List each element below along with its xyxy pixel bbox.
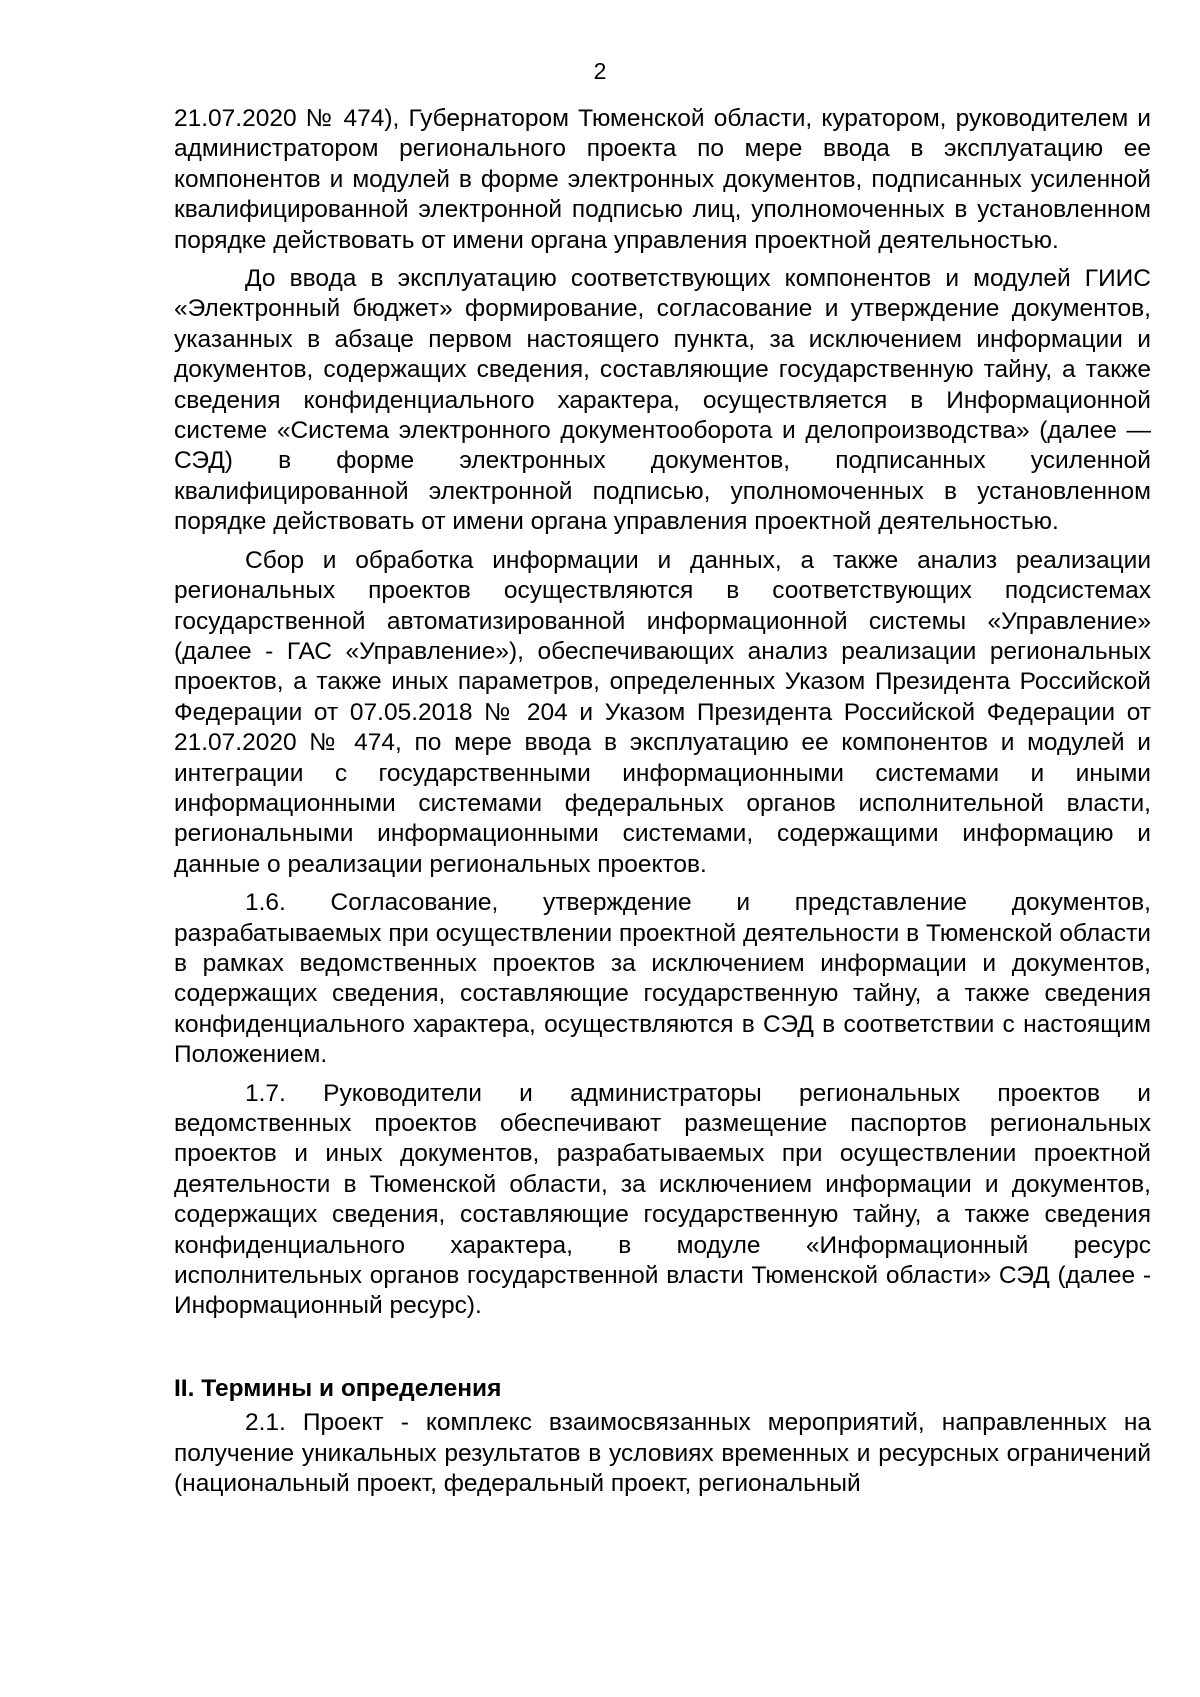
paragraph-continuation: 21.07.2020 № 474), Губернатором Тюменской области, куратором, руководителем и администратором регионального проекта по мере ввода в эксплуатацию ее компонентов и модулей в форме электронных документов, подписанных усиленной квалифицированной электронной подписью лиц, уполномоченных в установленном порядке действовать от имени органа управления проектной деятельностью. bbox=[174, 105, 1151, 254]
paragraph-data-collection: Сбор и обработка информации и данных, а также анализ реализации региональных проектов осуществляются в соответствующих подсистемах государственной автоматизированной информационной системы «Управление» (далее - ГАС «Управление»), обеспечивающих анализ реализации региональных проектов, а также иных параметров, определенных Указом Президента Российской Федерации от 07.05.2018 № 204 и Указом Президента Российской Федерации от 21.07.2020 № 474, по мере ввода в эксплуатацию ее компонентов и модулей и интеграции с государственными информационными системами и иными информационными системами федеральных органов исполнительной власти, региональными информационными системами, содержащими информацию и данные о реализации региональных проектов. bbox=[174, 546, 1151, 878]
document-body bbox=[174, 104, 1151, 1507]
section-heading: II. Термины и определения bbox=[174, 1374, 502, 1402]
paragraph-clause-2-1: 2.1. Проект - комплекс взаимосвязанных мероприятий, направленных на получение уникальных результатов в условиях временных и ресурсных ограничений (национальный проект, федеральный проект, региональный bbox=[174, 1409, 1151, 1498]
paragraph-clause-1-6: 1.6. Согласование, утверждение и представление документов, разрабатываемых при осуществлении проектной деятельности в Тюменской области в рамках ведомственных проектов за исключением информации и документов, содержащих сведения, составляющие государственную тайну, а также сведения конфиденциального характера, осуществляются в СЭД в соответствии с настоящим Положением. bbox=[174, 889, 1151, 1069]
paragraph-clause-1-7: 1.7. Руководители и администраторы региональных проектов и ведомственных проектов обеспечивают размещение паспортов региональных проектов и иных документов, разрабатываемых при осуществлении проектной деятельности в Тюменской области, за исключением информации и документов, содержащих сведения, составляющие государственную тайну, а также сведения конфиденциального характера, в модуле «Информационный ресурс исполнительных органов государственной власти Тюменской области» СЭД (далее - Информационный ресурс). bbox=[174, 1079, 1151, 1320]
paragraph-budget-system: До ввода в эксплуатацию соответствующих компонентов и модулей ГИИС «Электронный бюджет» формирование, согласование и утверждение документов, указанных в абзаце первом настоящего пункта, за исключением информации и документов, содержащих сведения, составляющие государственную тайну, а также сведения конфиденциального характера, осуществляется в Информационной системе «Система электронного документооборота и делопроизводства» (далее — СЭД) в форме электронных документов, подписанных усиленной квалифицированной электронной подписью, уполномоченных в установленном порядке действовать от имени органа управления проектной деятельностью. bbox=[174, 265, 1151, 536]
page-number: 2 bbox=[593, 58, 607, 84]
